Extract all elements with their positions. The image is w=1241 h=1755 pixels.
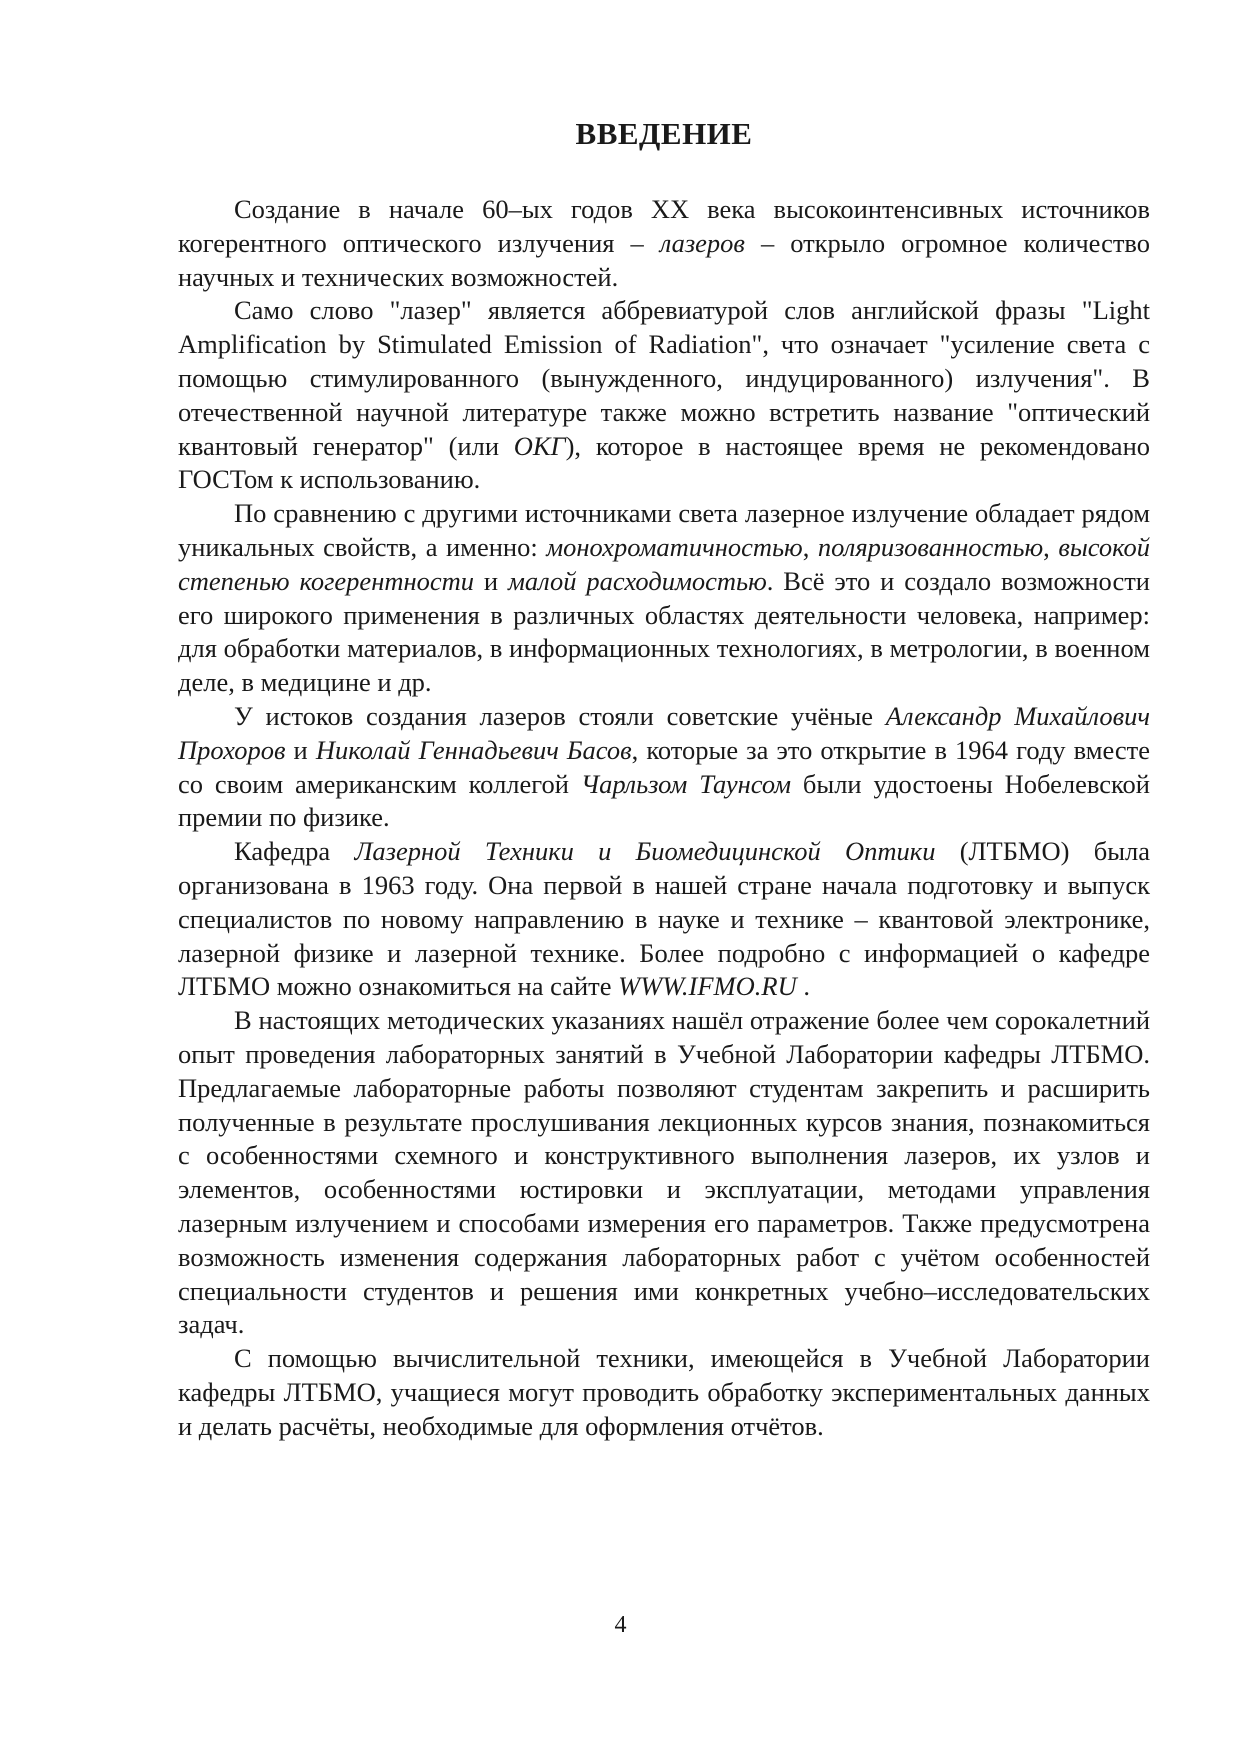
italic-text: Александр Михайлович Прохоров <box>178 700 1150 765</box>
italic-text: монохроматичностью <box>546 531 803 562</box>
paragraph <box>178 1342 1150 1443</box>
text-segment: . <box>796 971 810 1002</box>
text-segment: У истоков создания лазеров стояли советские учёные <box>234 700 886 731</box>
text-segment: были удостоены Нобелевской премии по физике. <box>178 768 1150 833</box>
paragraph <box>178 193 1150 294</box>
text-segment: и <box>285 734 316 765</box>
italic-text: поляризованностью <box>817 531 1044 562</box>
text-segment: и <box>474 565 508 596</box>
text-segment: С помощью вычислительной техники, имеющейся в Учебной Лаборатории кафедры ЛТБМО, учащиеся могут проводить обработку экспериментальных данных и делать расчёты, необходимые для оформления отчётов. <box>178 1343 1150 1441</box>
text-segment: , которые за это открытие в 1964 году вместе со своим американским коллегой <box>178 734 1150 799</box>
text-segment: – открыло огромное количество научных и технических возможностей. <box>178 227 1150 292</box>
italic-text: Лазерной Техники и Биомедицинской Оптики <box>354 836 936 867</box>
italic-text: Николай Геннадьевич Басов <box>315 734 632 765</box>
page-title: ВВЕДЕНИЕ <box>575 116 753 151</box>
italic-text: ОКГ <box>513 430 566 461</box>
page-number: 4 <box>614 1612 627 1638</box>
body-text <box>178 193 1150 1443</box>
text-segment: В настоящих методических указаниях нашёл отражение более чем сорокалетний опыт проведения лабораторных занятий в Учебной Лаборатории кафедры ЛТБМО. Предлагаемые лабораторные работы позволяют студентам закрепить и расширить полученные в результате прослушивания лекционных курсов знания, познакомиться с особенностями схемного и конструктивного выполнения лазеров, их узлов и элементов, особенностями юстировки и эксплуатации, методами управления лазерным излучением и способами измерения его параметров. Также предусмотрена возможность изменения содержания лабораторных работ с учётом особенностей специальности студентов и решения ими конкретных учебно–исследовательских задач. <box>178 1005 1150 1340</box>
text-segment: Создание в начале 60–ых годов XX века высокоинтенсивных источников когерентного оптического излучения – <box>178 194 1150 258</box>
text-segment: , <box>802 531 818 562</box>
text-segment: Кафедра <box>234 836 355 867</box>
italic-text: Чарльзом Таунсом <box>580 768 792 799</box>
paragraph <box>178 294 1150 497</box>
text-segment: По сравнению с другими источниками света лазерное излучение обладает рядом уникальных свойств, а именно: <box>178 498 1150 562</box>
paragraph <box>178 700 1150 835</box>
paragraph <box>178 1004 1150 1342</box>
italic-text: WWW.IFMO.RU <box>618 971 797 1002</box>
text-segment: Само слово "лазер" является аббревиатурой слов английской фразы "Light Amplification by Stimulated Emission of Radiation", что означает "усиление света с помощью стимулированного (вынужденного, индуцированного) излучения". В отечественной научной литературе также можно встретить название "оптический квантовый генератор" (или <box>178 295 1150 461</box>
italic-text: малой расходимостью <box>507 565 767 596</box>
text-segment: . Всё это и создало возможности его широкого применения в различных областях деятельности человека, например: для обработки материалов, в информационных технологиях, в метрологии, в военном деле, в медицине и др. <box>178 565 1150 698</box>
italic-text: лазеров <box>659 227 745 258</box>
text-segment: (ЛТБМО) была организована в 1963 году. Она первой в нашей стране начала подготовку и выпуск специалистов по новому направлению в науке и технике – квантовой электронике, лазерной физике и лазерной технике. Более подробно с информацией о кафедре ЛТБМО можно ознакомиться на сайте <box>178 836 1150 1002</box>
paragraph <box>178 835 1150 1004</box>
text-segment: , <box>1043 531 1059 562</box>
document-page <box>178 118 1150 1443</box>
italic-text: высокой степенью когерентности <box>178 531 1151 596</box>
text-segment: ), которое в настоящее время не рекомендовано ГОСТом к использованию. <box>178 430 1150 495</box>
paragraph <box>178 497 1150 700</box>
